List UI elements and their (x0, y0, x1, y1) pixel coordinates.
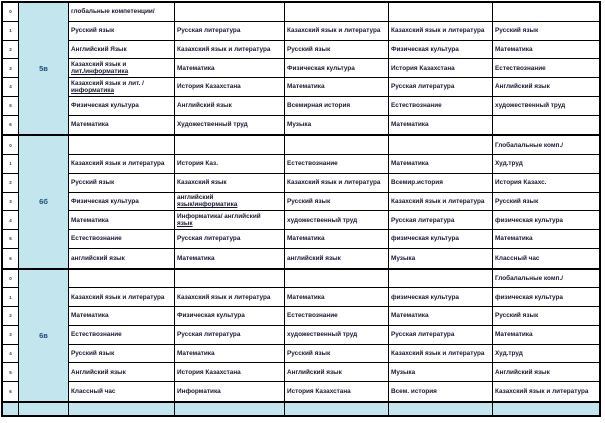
subject-cell: Русский язык (69, 174, 175, 193)
subject-cell (175, 270, 285, 289)
subject-line-underlined: язык (177, 220, 193, 228)
subject-cell: Английский язык (493, 363, 599, 382)
subject-cell: Художественный труд (175, 116, 285, 135)
subject-cell: Математика (175, 249, 285, 268)
subject-cell: Английский язык (69, 363, 175, 382)
subject-cell (175, 3, 285, 22)
subject-cell: глобальные компетенции/ (69, 3, 175, 22)
subject-cell (285, 3, 389, 22)
subject-cell: Всемирная история (285, 97, 389, 116)
lesson-number: 2 (3, 174, 19, 193)
subject-cell: физическая культура (389, 288, 493, 307)
subject-cell: Физическая культура (69, 97, 175, 116)
subject-cell: художественный труд (493, 97, 599, 116)
subject-cell: Физическая культура (69, 193, 175, 212)
subject-line-underlined: информатика (71, 86, 115, 94)
lesson-number: 3 (3, 59, 19, 78)
lesson-number: 4 (3, 78, 19, 97)
subject-cell: Русский язык (285, 41, 389, 60)
subject-cell: Русская литература (389, 326, 493, 345)
subject-cell: Казахский язык и литература (175, 288, 285, 307)
subject-cell: История Казахс. (493, 174, 599, 193)
subject-cell: Всем. история (389, 382, 493, 401)
subject-cell: Казахский язык и литература (495, 387, 589, 395)
subject-cell (69, 78, 175, 97)
footer-cell (69, 403, 175, 416)
lesson-number: 6 (3, 116, 19, 135)
footer-cell (493, 403, 599, 416)
subject-cell (389, 136, 493, 155)
subject-cell: английский язык (285, 249, 389, 268)
subject-cell: физическая культура (493, 211, 599, 230)
subject-cell: Естествознание (69, 230, 175, 249)
subject-cell: Физическая культура (285, 59, 389, 78)
subject-cell: Математика (175, 59, 285, 78)
subject-cell: Математика (389, 116, 493, 135)
subject-cell: Казахский язык и литература (285, 22, 389, 41)
subject-cell: Английский Язык (69, 41, 175, 60)
subject-cell (175, 136, 285, 155)
subject-cell: Английский язык (285, 363, 389, 382)
footer-row (3, 403, 599, 416)
lesson-number: 5 (3, 230, 19, 249)
subject-cell (175, 193, 285, 212)
subject-cell (175, 211, 285, 230)
subject-cell: Естествознание (285, 307, 389, 326)
subject-cell: Глобалальные комп./ (493, 136, 599, 155)
class-block (3, 270, 599, 403)
subject-cell: Математика (175, 345, 285, 364)
subject-cell (285, 270, 389, 289)
timetable-table (1, 1, 601, 417)
footer-cell (175, 403, 285, 416)
subject-cell: История Казахстана (285, 382, 389, 401)
subject-cell: Русский язык (285, 193, 389, 212)
subject-cell: Музыка (285, 116, 389, 135)
subject-cell (69, 136, 175, 155)
subject-line: Информатика/ английский (177, 212, 261, 220)
subject-cell: Математика (389, 155, 493, 174)
lesson-number: 2 (3, 307, 19, 326)
page (0, 1, 605, 423)
subject-cell: Казахский язык и литература (69, 155, 175, 174)
lesson-number: 2 (3, 41, 19, 60)
subject-line-underlined: язык/информатика (177, 201, 238, 209)
subject-cell: художественный труд (285, 211, 389, 230)
subject-cell: История Казахстана (175, 363, 285, 382)
subject-cell: История Каз. (175, 155, 285, 174)
subject-cell: Математика (493, 230, 599, 249)
subject-cell: Классный час (69, 382, 175, 401)
subject-cell: физическая культура (493, 288, 599, 307)
subject-cell: Информатика (175, 382, 285, 401)
subject-cell (285, 136, 389, 155)
class-name-cell: 6б (19, 136, 69, 267)
class-block (3, 3, 599, 136)
subject-cell: Физическая культура (175, 307, 285, 326)
subject-cell: Естествознание (389, 97, 493, 116)
subject-cell: Русский язык (493, 307, 599, 326)
footer-cell (3, 403, 19, 416)
subject-cell: Английский язык (175, 97, 285, 116)
subject-cell (389, 270, 493, 289)
subject-cell: Математика (493, 41, 599, 60)
subject-cell: Русская литература (389, 211, 493, 230)
footer-cell (285, 403, 389, 416)
subject-cell: Математика (69, 116, 175, 135)
subject-cell: Худ.труд (493, 345, 599, 364)
subject-cell: Музыка (389, 249, 493, 268)
subject-cell: Русская литература (175, 230, 285, 249)
subject-cell: Музыка (389, 363, 493, 382)
lesson-number: 1 (3, 22, 19, 41)
subject-cell: Казахский язык и литература (389, 22, 493, 41)
lesson-number: 6 (3, 249, 19, 268)
subject-cell: Казахский язык и литература (69, 288, 175, 307)
subject-cell: Русская литература (389, 78, 493, 97)
lesson-number: 4 (3, 211, 19, 230)
lesson-number: 5 (3, 97, 19, 116)
subject-cell (389, 3, 493, 22)
subject-line: Казахский язык и (71, 60, 127, 68)
subject-cell: физическая культура (389, 230, 493, 249)
class-name-cell: 5в (19, 3, 69, 134)
class-name-cell: 6в (19, 270, 69, 401)
subject-cell: художественный труд (285, 326, 389, 345)
lesson-number: 0 (3, 270, 19, 289)
subject-cell: Русский язык (493, 22, 599, 41)
lesson-number: 3 (3, 193, 19, 212)
subject-cell: Математика (285, 78, 389, 97)
subject-cell: Математика (69, 307, 175, 326)
subject-cell: Естествознание (69, 326, 175, 345)
subject-cell (493, 116, 599, 135)
lesson-number: 4 (3, 345, 19, 364)
subject-line: английский (177, 194, 214, 202)
subject-cell: Физическая культура (389, 41, 493, 60)
subject-cell: Русский язык (285, 345, 389, 364)
subject-cell: Классный час (495, 254, 540, 262)
lesson-number: 5 (3, 363, 19, 382)
lesson-number: 1 (3, 155, 19, 174)
lesson-number: 1 (3, 288, 19, 307)
subject-cell: Русская литература (175, 22, 285, 41)
subject-cell: Казахский язык и литература (285, 174, 389, 193)
subject-cell: Математика (285, 288, 389, 307)
subject-cell: Казахский язык и литература (175, 41, 285, 60)
subject-cell: Казахский язык (175, 174, 285, 193)
subject-cell: Математика (389, 307, 493, 326)
subject-cell: английский язык (69, 249, 175, 268)
subject-cell: Худ.труд (493, 155, 599, 174)
subject-cell (69, 270, 175, 289)
lesson-number: 6 (3, 382, 19, 401)
footer-cell (389, 403, 493, 416)
footer-cell (19, 403, 69, 416)
subject-cell: Математика (285, 230, 389, 249)
subject-cell: Русский язык (69, 345, 175, 364)
subject-cell: История Казахстана (175, 78, 285, 97)
subject-cell: Математика (69, 211, 175, 230)
subject-cell: Русский язык (493, 193, 599, 212)
subject-cell: Всемир.история (389, 174, 493, 193)
subject-cell: Русская литература (175, 326, 285, 345)
subject-line-underlined: лит./информатика (71, 68, 129, 76)
subject-cell (69, 59, 175, 78)
subject-cell (493, 3, 599, 22)
lesson-number: 0 (3, 3, 19, 22)
subject-cell: Русский язык (69, 22, 175, 41)
subject-cell: Математика (493, 326, 599, 345)
subject-cell: Глобалальные комп./ (493, 270, 599, 289)
lesson-number: 3 (3, 326, 19, 345)
subject-cell: История Казахстана (389, 59, 493, 78)
subject-cell: Английский язык (493, 78, 599, 97)
subject-cell: Естествознание (285, 155, 389, 174)
lesson-number: 0 (3, 136, 19, 155)
subject-cell: Казахский язык и литература (389, 345, 493, 364)
subject-cell: Естествознание (493, 59, 599, 78)
class-block (3, 136, 599, 269)
subject-line: Казахский язык и лит. / (71, 79, 144, 87)
subject-cell: Казахский язык и литература (389, 193, 493, 212)
